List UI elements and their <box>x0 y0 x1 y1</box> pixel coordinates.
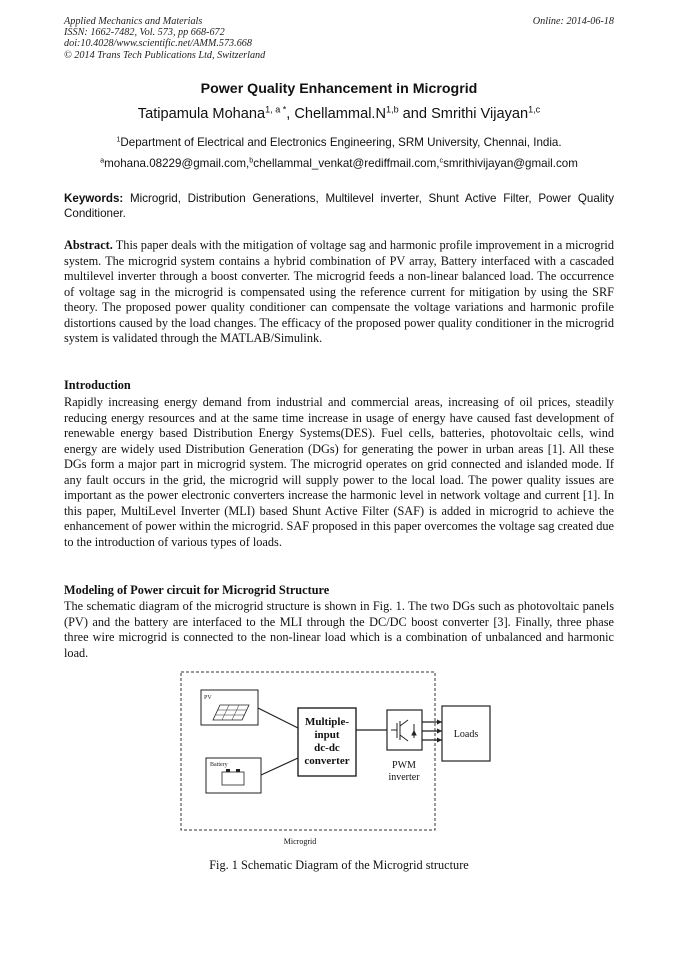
converter-label: dc-dc <box>314 742 340 754</box>
affiliation <box>64 136 614 149</box>
author-name: Chellammal.N <box>294 106 387 122</box>
online-date: Online: 2014-06-18 <box>532 16 614 27</box>
email-link[interactable]: chellammal_venkat@rediffmail.com, <box>253 157 440 170</box>
email-list <box>64 157 614 170</box>
modeling-paragraph: The schematic diagram of the microgrid structure is shown in Fig. 1. The two DGs such as photovoltaic panels (PV) and the battery are interfaced to the MLI through the DC/DC boost converter [3]. Finally, three phase three wire microgrid is connected to the non-linear load which is a combination of unbalanced and harmonic load. <box>64 599 614 660</box>
battery-icon <box>222 769 244 785</box>
author-superscript: 1,c <box>528 104 541 115</box>
journal-name: Applied Mechanics and Materials <box>64 16 203 27</box>
section-heading-modeling: Modeling of Power circuit for Microgrid Structure <box>64 583 330 597</box>
author-superscript: 1,b <box>386 104 399 115</box>
inverter-label: PWM <box>392 760 416 771</box>
copyright-line: © 2014 Trans Tech Publications Ltd, Switzerland <box>64 49 266 61</box>
igbt-switch-icon <box>391 720 416 741</box>
journal-header <box>64 16 265 61</box>
author-list <box>64 106 614 122</box>
introduction-paragraph: Rapidly increasing energy demand from industrial and commercial areas, increasing of oil prices, steadily reducing energy resources and at the same time increase in usage of energy have caused fast development of renewable energy based Distribution Energy Systems(DES). Fuel cells, batteries, photovoltaic cells, wind energy are widely used Distribution Generation (DGs) for generating the power in urban areas [1]. All these DGs form a major part in microgrid system. The microgrid operates on grid connected and islanded mode. If any fault occurs in the grid, the microgrid will supply power to the local load. The power quality issues are important as the power electronic converters increase the harmonic level in network voltage and current [1]. In this paper, MultiLevel Inverter (MLI) based Shunt Active Filter (SAF) is added in microgrid to achieve the enhancement of power within the microgrid. SAF proposed in this paper overcomes the voltage sag created due to the introduction of various types of loads. <box>64 395 614 549</box>
connection-arrows <box>437 720 442 743</box>
author-name: Tatipamula Mohana <box>137 106 266 122</box>
abstract-text: This paper deals with the mitigation of voltage sag and harmonic profile improvement in a microgrid system. The microgrid system contains a hybrid combination of PV array, Battery interfaced with a cascaded multilevel inverter through a boost converter. The microgrid feeds a non-linear balanced load. The occurrence of voltage sag in the microgrid is compensated using the reference current for mitigation by using the SRF theory. The proposed power quality conditioner can compensate the voltage variations and harmonic profile distortions caused by the load changes. The efficacy of the proposed power quality conditioner in the microgrid system is validated through the MATLAB/Simulink. <box>64 238 614 345</box>
converter-label: input <box>314 729 340 741</box>
author-separator: and <box>398 106 432 122</box>
converter-label: converter <box>304 755 350 767</box>
author-name: Smrithi Vijayan <box>431 106 529 122</box>
keywords <box>64 191 614 221</box>
email-link[interactable]: smrithivijayan@gmail.com <box>443 157 578 170</box>
email-link[interactable]: mohana.08229@gmail.com, <box>104 157 250 170</box>
affiliation-text: Department of Electrical and Electronics Engineering, SRM University, Chennai, India. <box>120 136 562 149</box>
affiliation-superscript: 1 <box>116 134 121 144</box>
email-superscript: a <box>100 155 105 165</box>
battery-label: Battery <box>210 762 228 768</box>
microgrid-boundary <box>181 672 435 830</box>
keywords-text: Microgrid, Distribution Generations, Multilevel inverter, Shunt Active Filter, Power Quality Conditioner. <box>64 192 614 220</box>
solar-panel-icon <box>213 705 249 720</box>
keywords-label: Keywords: <box>64 192 124 205</box>
abstract-label: Abstract. <box>64 238 113 252</box>
loads-label: Loads <box>453 729 479 740</box>
email-superscript: b <box>249 155 254 165</box>
doi-line: doi:10.4028/www.scientific.net/AMM.573.668 <box>64 38 252 50</box>
figure-caption: Fig. 1 Schematic Diagram of the Microgrid structure <box>209 858 469 872</box>
inverter-label: inverter <box>388 772 420 783</box>
pv-label: PV <box>204 695 212 701</box>
converter-label: Multiple- <box>305 716 349 728</box>
paper-title: Power Quality Enhancement in Microgrid <box>200 81 478 97</box>
author-separator: , <box>286 106 295 122</box>
issn-line: ISSN: 1662-7482, Vol. 573, pp 668-672 <box>64 27 225 39</box>
abstract <box>64 238 614 347</box>
microgrid-schematic <box>176 668 506 850</box>
section-heading-introduction: Introduction <box>64 378 131 392</box>
email-superscript: c <box>439 155 444 165</box>
author-superscript: 1, a * <box>265 104 287 115</box>
microgrid-label: Microgrid <box>283 837 317 846</box>
